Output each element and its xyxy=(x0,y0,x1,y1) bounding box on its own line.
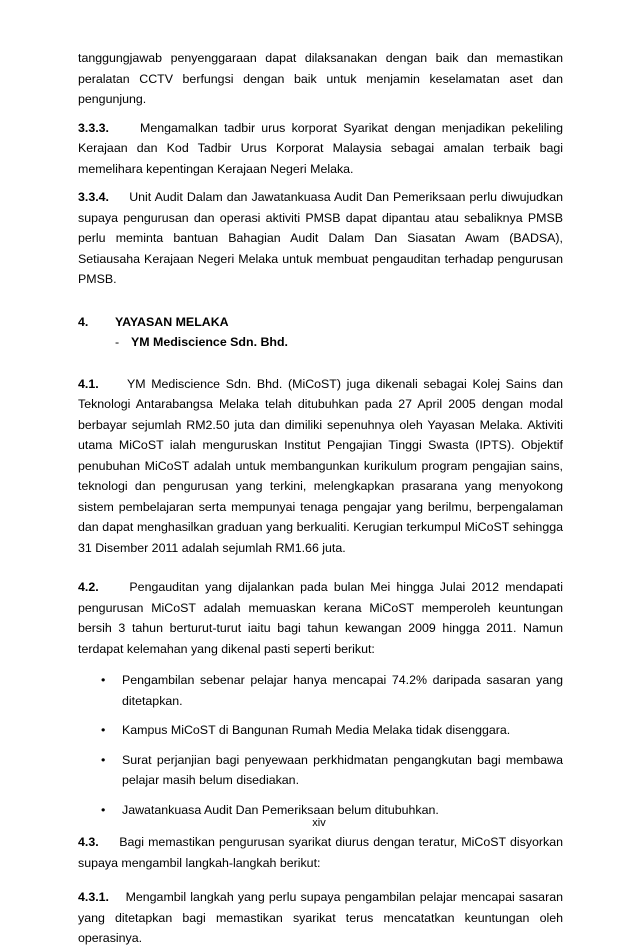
paragraph-text: Bagi memastikan pengurusan syarikat diurus dengan teratur, MiCoST disyorkan supaya mengambil langkah-langkah berikut: xyxy=(78,835,563,870)
section-heading-block xyxy=(78,312,563,353)
paragraph-number: 4.2. xyxy=(78,580,99,594)
section-number: 4. xyxy=(78,314,89,329)
section-subtitle: YM Mediscience Sdn. Bhd. xyxy=(131,335,288,349)
paragraph-3-3-4 xyxy=(78,187,563,290)
paragraph-text: Mengambil langkah yang perlu supaya pengambilan pelajar mencapai sasaran yang ditetapkan bagi memastikan syarikat terus mencatatkan keuntungan oleh operasinya. xyxy=(78,890,563,945)
paragraph-3-3-3 xyxy=(78,118,563,180)
list-item-text: Jawatankuasa Audit Dan Pemeriksaan belum ditubuhkan. xyxy=(122,802,439,817)
paragraph-text: Mengamalkan tadbir urus korporat Syarikat dengan menjadikan pekeliling Kerajaan dan Kod Tadbir Urus Korporat Malaysia sebagai amalan terbaik bagi memelihara kepentingan Kerajaan Negeri Melaka. xyxy=(78,120,563,176)
list-item-text: Kampus MiCoST di Bangunan Rumah Media Melaka tidak disenggara. xyxy=(122,723,511,737)
paragraph-number: 4.1. xyxy=(78,376,99,391)
section-heading xyxy=(78,312,563,333)
list-item xyxy=(78,750,563,791)
list-item xyxy=(78,720,563,741)
list-item xyxy=(78,670,563,711)
paragraph-intro: tanggungjawab penyenggaraan dapat dilaksanakan dengan baik dan memastikan peralatan CCTV berfungsi dengan baik untuk menjamin keselamatan aset dan pengunjung. xyxy=(78,51,563,106)
paragraph-4-3 xyxy=(78,832,563,873)
paragraph-number: 3.3.3. xyxy=(78,120,110,135)
bullet-icon: • xyxy=(101,752,106,767)
page-number: xiv xyxy=(312,817,326,829)
paragraph-number: 4.3. xyxy=(78,835,99,849)
paragraph-number: 3.3.4. xyxy=(78,190,110,204)
paragraph-4-2 xyxy=(78,577,563,659)
paragraph-text: Unit Audit Dalam dan Jawatankuasa Audit Dan Pemeriksaan perlu diwujudkan supaya pengurusan dan operasi aktiviti PMSB dapat dipantau atau sebaliknya PMSB perlu meminta bantuan Bahagian Audit Dalam Dan Siasatan Awam (BADSA), Setiausaha Kerajaan Negeri Melaka untuk membuat pengauditan terhadap pengurusan PMSB. xyxy=(78,190,563,286)
bullet-icon: • xyxy=(101,723,106,737)
document-page xyxy=(78,48,563,949)
bullet-icon: • xyxy=(101,802,106,817)
bullet-icon: • xyxy=(101,673,106,687)
section-subheading xyxy=(78,332,563,353)
paragraph-4-1 xyxy=(78,374,563,559)
paragraph-4-3-1 xyxy=(78,887,563,949)
paragraph-number: 4.3.1. xyxy=(78,890,110,904)
findings-list xyxy=(78,670,563,820)
section-title: YAYASAN MELAKA xyxy=(115,314,229,329)
list-item-text: Surat perjanjian bagi penyewaan perkhidmatan pengangkutan bagi membawa pelajar masih belum disediakan. xyxy=(122,752,563,787)
paragraph-text: YM Mediscience Sdn. Bhd. (MiCoST) juga dikenali sebagai Kolej Sains dan Teknologi Antarabangsa Melaka telah ditubuhkan pada 27 April 2005 dengan modal berbayar sejumlah RM2.50 juta dan dimiliki sepenuhnya oleh Yayasan Melaka. Aktiviti utama MiCoST ialah menguruskan Institut Pengajian Tinggi Swasta (IPTS). Objektif penubuhan MiCoST adalah untuk membangunkan kurikulum program pengajian sains, teknologi dan pengurusan yang terkini, melengkapkan prasarana yang menyokong sistem pembelajaran serta mempunyai tenaga pengajar yang berilmu, berpengalaman dan dapat menghasilkan graduan yang berkualiti. Kerugian terkumpul MiCoST sehingga 31 Disember 2011 adalah sejumlah RM1.66 juta. xyxy=(78,376,563,555)
paragraph-text: Pengauditan yang dijalankan pada bulan Mei hingga Julai 2012 mendapati pengurusan MiCoST adalah memuaskan kerana MiCoST memperoleh keuntungan bersih 3 tahun berturut-turut iaitu bagi tahun kewangan 2009 hingga 2011. Namun terdapat kelemahan yang dikenal pasti seperti berikut: xyxy=(78,580,563,656)
list-item-text: Pengambilan sebenar pelajar hanya mencapai 74.2% daripada sasaran yang ditetapkan. xyxy=(122,673,563,708)
subheading-dash: - xyxy=(115,335,120,349)
